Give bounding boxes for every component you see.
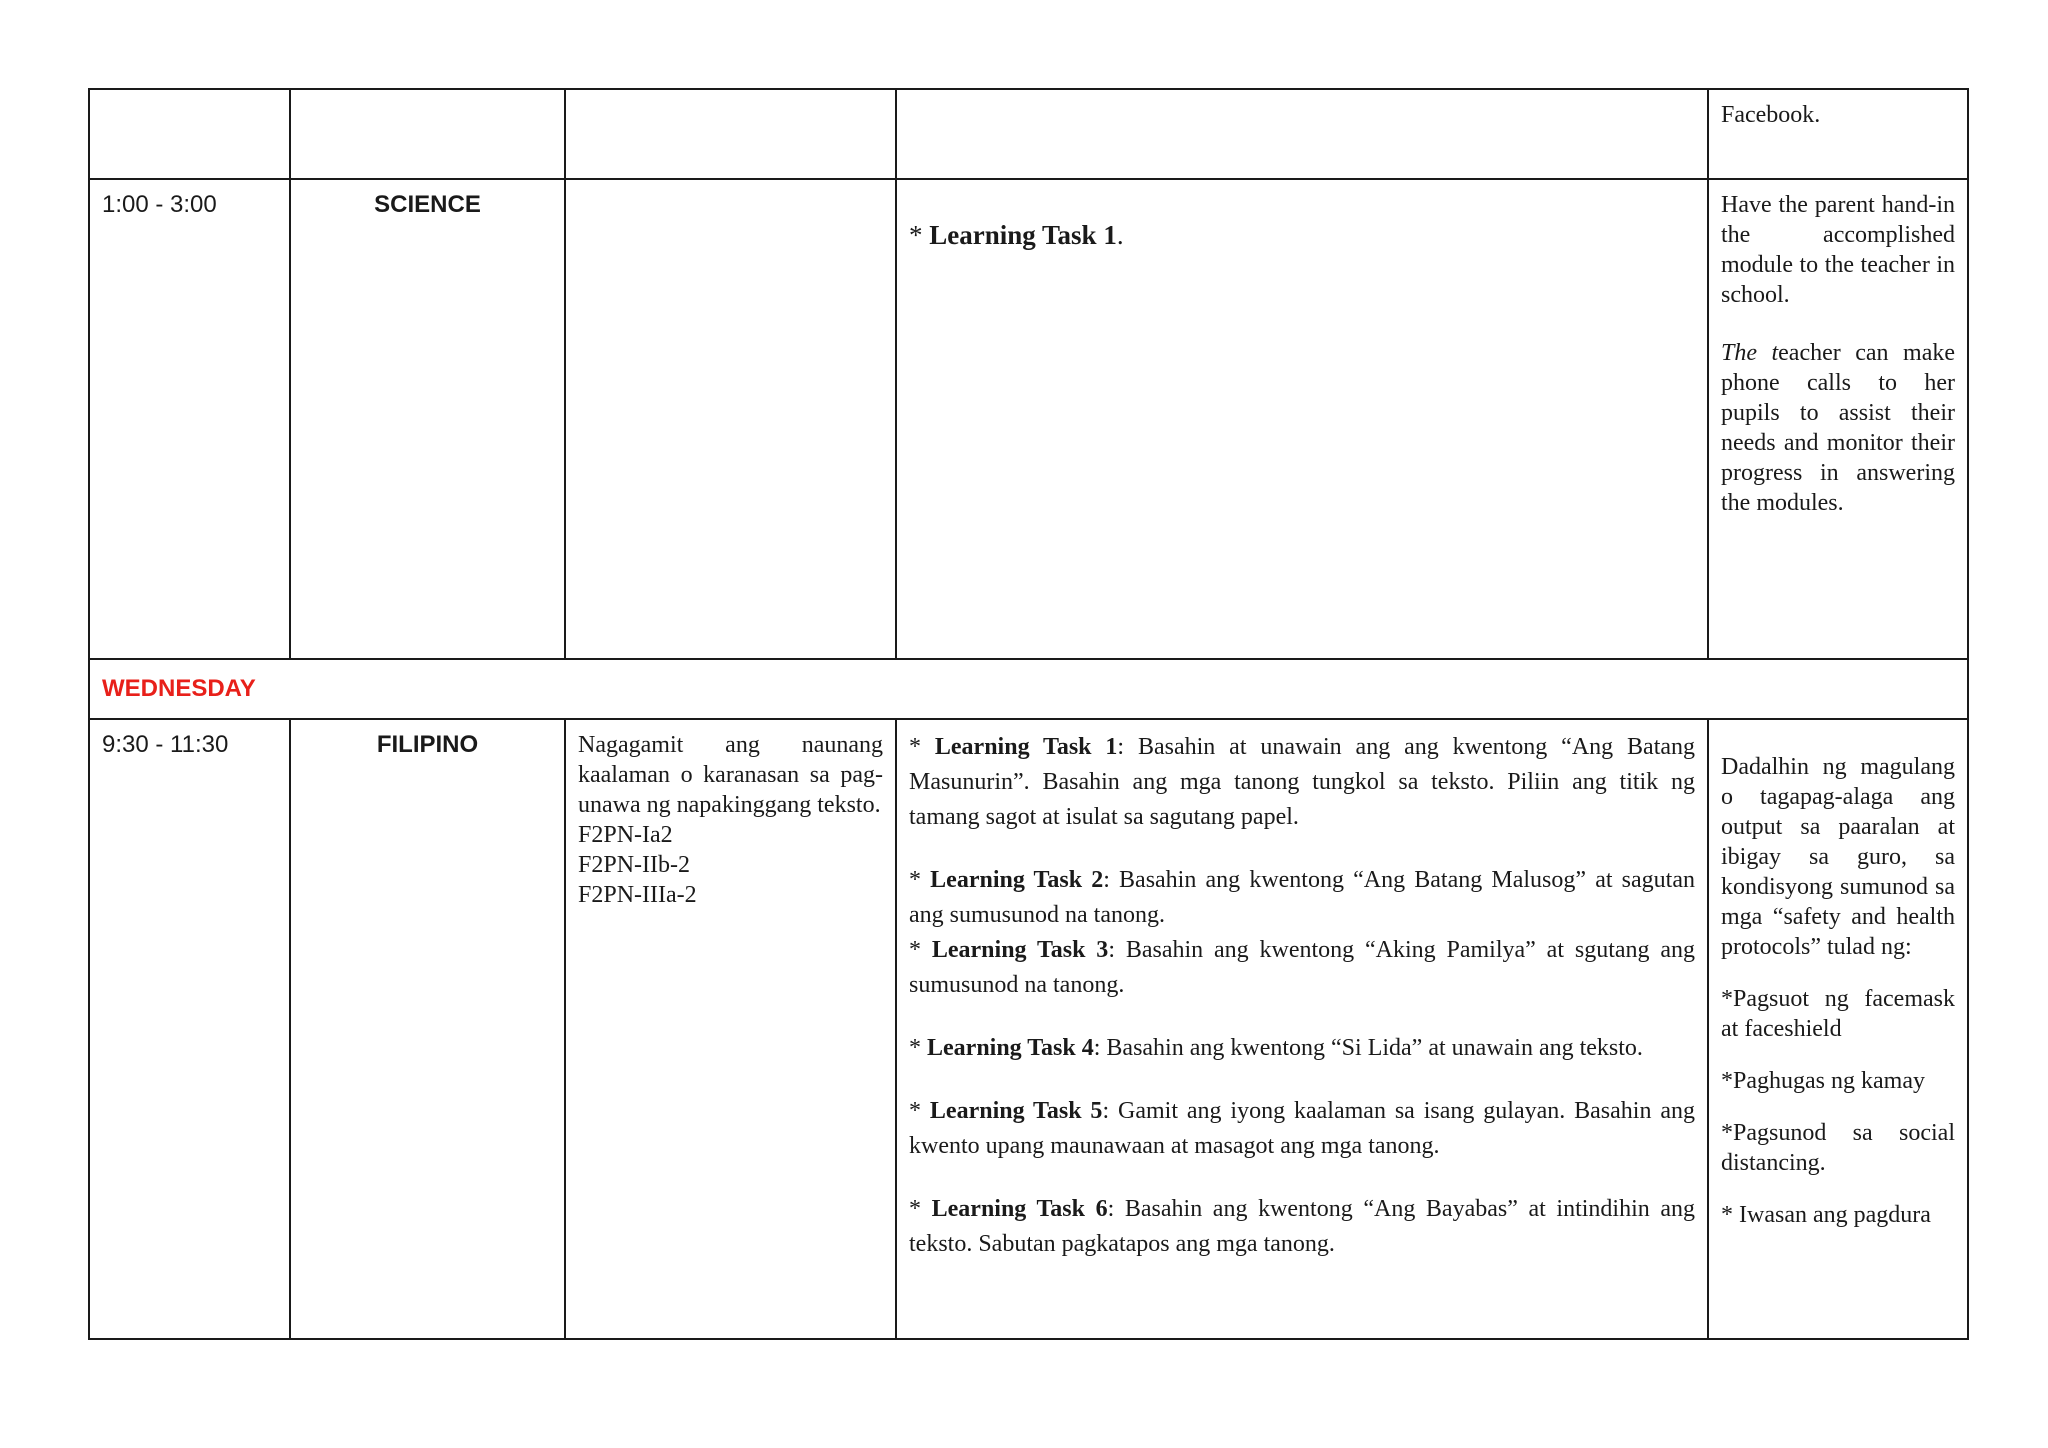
competency-cell [565,179,896,659]
table-row-science [89,179,1968,659]
table-row-previous [89,89,1968,179]
remarks-list-item: *Paghugas ng kamay [1721,1068,1925,1094]
remarks-paragraph: Dadalhin ng magulang o tagapag-alaga ang output sa paaralan at ibigay sa guro, sa kondisyong sumunod sa mga “safety and health protocols” tulad ng: [1721,754,1955,960]
competency-cell [565,89,896,179]
learning-task-item: * Learning Task 6: Basahin ang kwentong “Ang Bayabas” at intindihin ang teksto. Sabutan pagkatapos ang mga tanong. [909,1196,1696,1257]
learning-task-item: * Learning Task 4: Basahin ang kwentong “Si Lida” at unawain ang teksto. [909,1035,1643,1061]
table-row-filipino [89,719,1968,1339]
remarks-cell [1708,719,1968,1339]
time-cell: 1:00 - 3:00 [89,179,290,659]
competency-text: Nagagamit ang naunang kaalaman o karanasan sa pag-unawa ng napakinggang teksto. [578,732,883,818]
remarks-list-item: *Pagsunod sa social distancing. [1721,1120,1955,1176]
learning-task-item: * Learning Task 1. [909,220,1124,250]
learning-task-item: * Learning Task 2: Basahin ang kwentong “Ang Batang Malusog” at sagutan ang sumusunod na tanong. [909,867,1695,928]
remarks-text: Facebook. [1721,102,1821,128]
time-cell [89,89,290,179]
tasks-cell [896,719,1708,1339]
lesson-plan-table [88,88,1969,1340]
day-header: WEDNESDAY [89,659,1968,719]
remarks-list-item: * Iwasan ang pagdura [1721,1202,1931,1228]
subject-cell: FILIPINO [290,719,565,1339]
tasks-cell [896,179,1708,659]
competency-code: F2PN-Ia2 [578,822,673,848]
learning-task-item: * Learning Task 3: Basahin ang kwentong “Aking Pamilya” at sgutang ang sumusunod na tanong. [909,937,1696,998]
competency-cell [565,719,896,1339]
competency-code: F2PN-IIb-2 [578,852,690,878]
subject-cell [290,89,565,179]
day-header-row [89,659,1968,719]
time-cell: 9:30 - 11:30 [89,719,290,1339]
learning-task-item: * Learning Task 1: Basahin at unawain ang ang kwentong “Ang Batang Masunurin”. Basahin ang mga tanong tungkol sa teksto. Piliin ang titik ng tamang sagot at isulat sa sagutang papel. [909,734,1696,830]
remarks-list-item: *Pagsuot ng facemask at faceshield [1721,986,1955,1042]
remarks-paragraph: The teacher can make phone calls to her pupils to assist their needs and monitor their progress in answering the modules. [1721,340,1955,516]
learning-task-item: * Learning Task 5: Gamit ang iyong kaalaman sa isang gulayan. Basahin ang kwento upang maunawaan at masagot ang mga tanong. [909,1098,1696,1159]
remarks-paragraph: Have the parent hand-in the accomplished module to the teacher in school. [1721,192,1955,308]
subject-cell: SCIENCE [290,179,565,659]
tasks-cell [896,89,1708,179]
competency-code: F2PN-IIIa-2 [578,882,697,908]
remarks-cell [1708,179,1968,659]
remarks-cell [1708,89,1968,179]
